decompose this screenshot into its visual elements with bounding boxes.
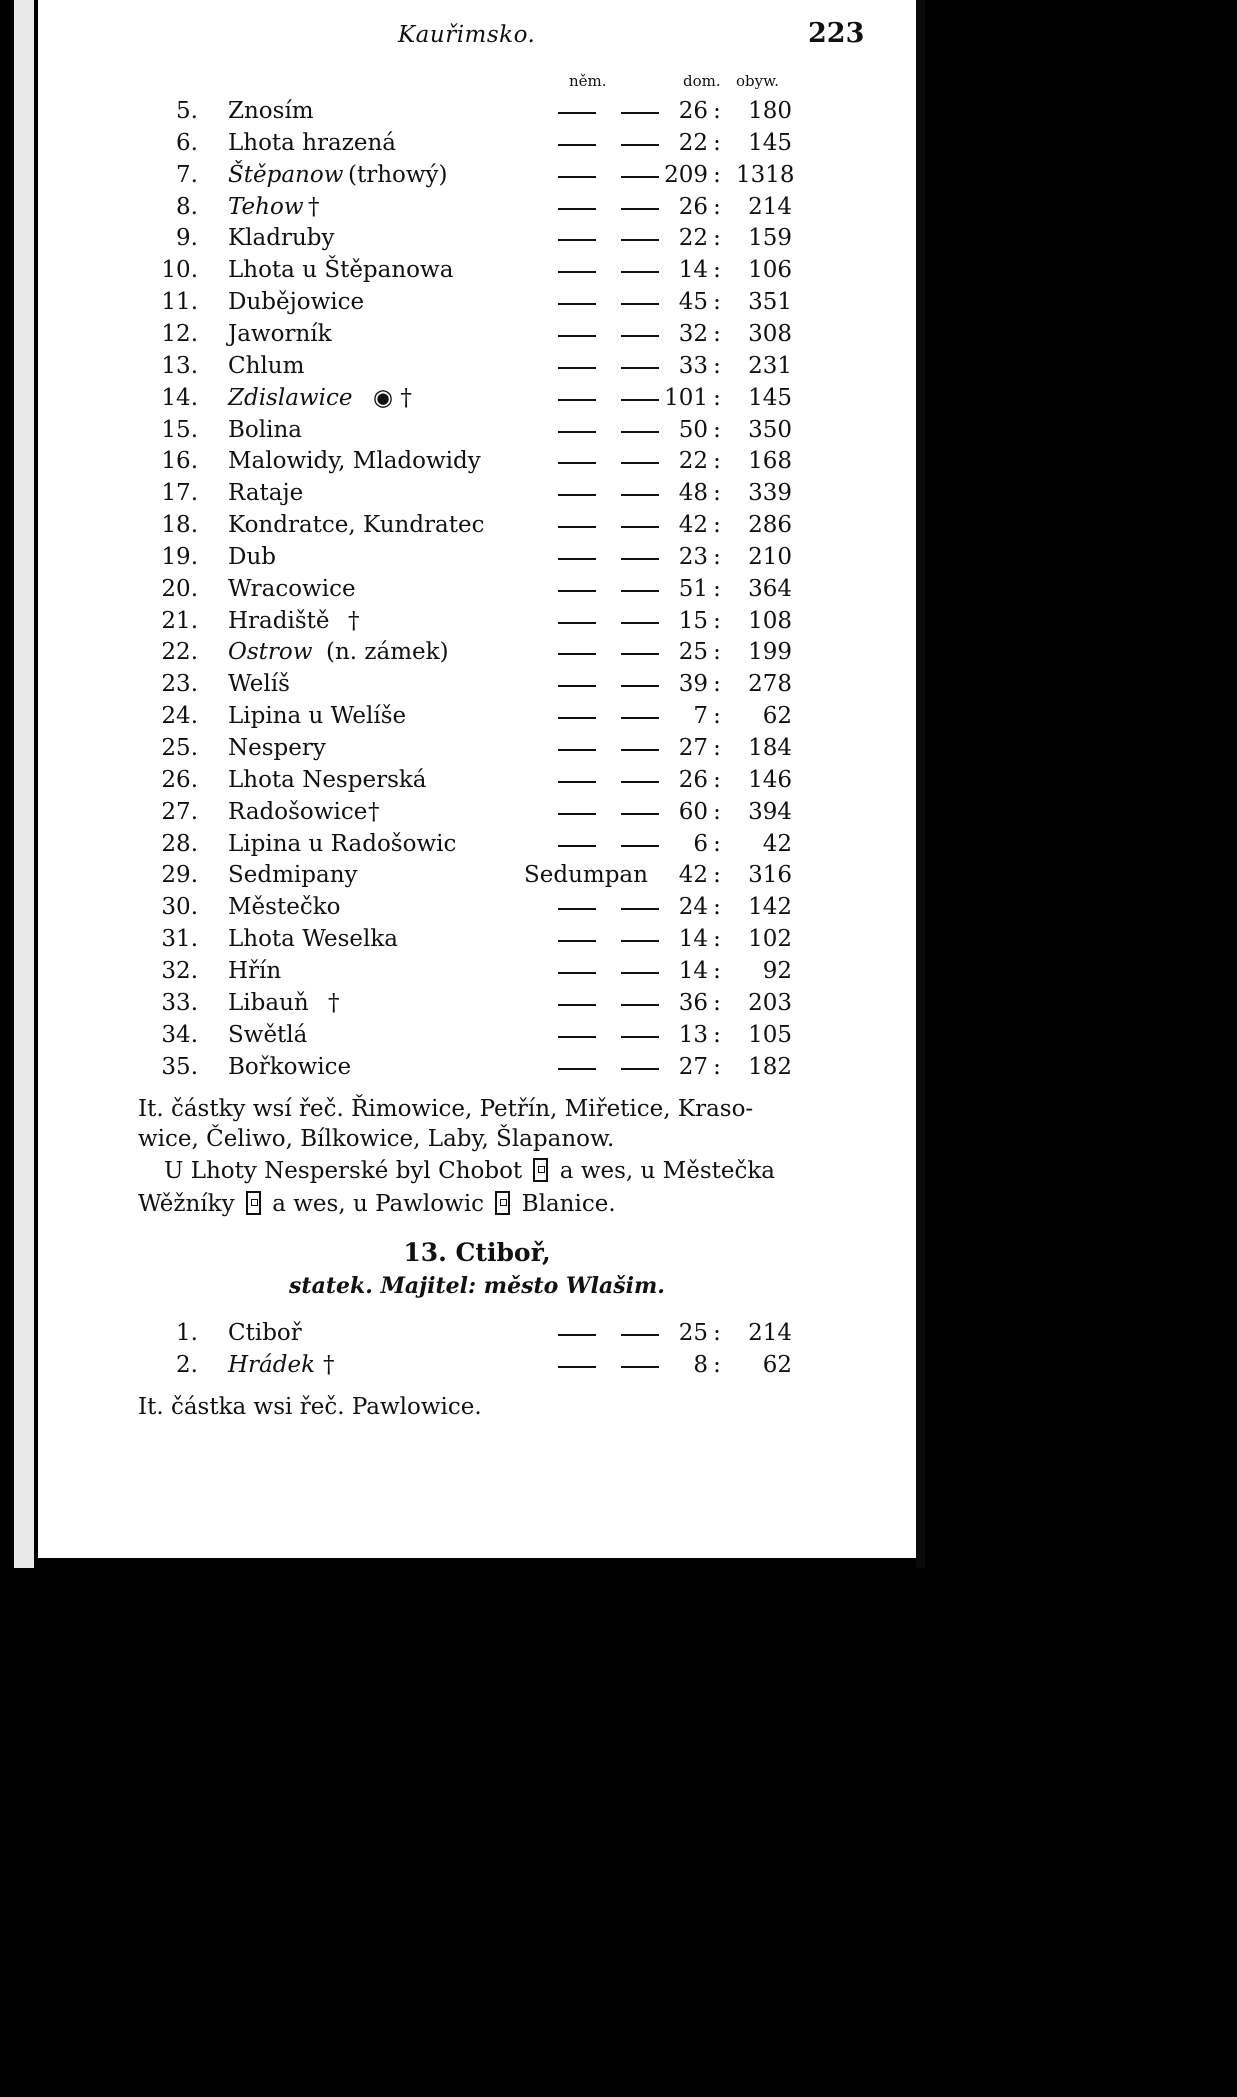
row-number: 2. bbox=[176, 1352, 198, 1378]
row-number: 32. bbox=[161, 957, 198, 984]
place-annotation: † bbox=[323, 1352, 335, 1378]
population-count: 42 bbox=[762, 830, 792, 857]
row-number: 5. bbox=[176, 98, 198, 124]
page-edge-left bbox=[14, 0, 34, 1568]
house-count: 27 bbox=[678, 1053, 708, 1080]
separator: : bbox=[713, 894, 721, 921]
note-line: Wěžníky a wes, u Pawlowic Blanice. bbox=[138, 1191, 616, 1217]
place-name: Tehow bbox=[228, 193, 304, 220]
castle-icon bbox=[533, 1158, 548, 1182]
population-count: 142 bbox=[748, 894, 792, 921]
row-number: 20. bbox=[161, 575, 198, 602]
table-row bbox=[38, 1051, 916, 1083]
german-name: Sedumpan bbox=[524, 862, 648, 889]
place-name: Městečko bbox=[228, 894, 341, 921]
separator: : bbox=[713, 575, 721, 602]
place-name: Kondratce, Kundratec bbox=[228, 512, 485, 539]
place-name: Sedmipany bbox=[228, 862, 358, 889]
separator: : bbox=[713, 798, 721, 825]
place-name: Lipina u Welíše bbox=[228, 703, 407, 730]
separator: : bbox=[713, 320, 721, 347]
population-count: 108 bbox=[748, 607, 792, 634]
row-number: 26. bbox=[161, 766, 198, 793]
population-count: 92 bbox=[762, 957, 792, 984]
row-number: 29. bbox=[161, 862, 198, 889]
column-header-obyw: obyw. bbox=[736, 72, 779, 90]
dash-mark bbox=[558, 399, 596, 401]
population-count: 106 bbox=[748, 257, 792, 284]
place-name: Štěpanow bbox=[228, 161, 344, 188]
house-count: 26 bbox=[678, 98, 708, 124]
population-count: 180 bbox=[748, 98, 792, 124]
place-name: Lhota Nesperská bbox=[228, 766, 427, 793]
dash-mark bbox=[558, 271, 596, 273]
row-number: 1. bbox=[176, 1320, 198, 1346]
population-count: 1318 bbox=[736, 161, 795, 188]
population-count: 203 bbox=[748, 989, 792, 1016]
place-name: Ostrow bbox=[228, 639, 313, 666]
table-row bbox=[38, 382, 916, 414]
dash-mark bbox=[558, 144, 596, 146]
dash-mark bbox=[558, 972, 596, 974]
castle-icon bbox=[495, 1191, 510, 1215]
place-annotation: † bbox=[308, 193, 320, 220]
table-row bbox=[38, 509, 916, 541]
population-count: 308 bbox=[748, 320, 792, 347]
place-name: Jaworník bbox=[228, 320, 332, 347]
house-count: 42 bbox=[678, 862, 708, 889]
dash-mark bbox=[558, 303, 596, 305]
place-name: Zdislawice bbox=[228, 384, 353, 411]
house-count: 7 bbox=[693, 703, 708, 730]
row-number: 28. bbox=[161, 830, 198, 857]
castle-icon bbox=[246, 1191, 261, 1215]
population-count: 210 bbox=[748, 543, 792, 570]
table-row bbox=[38, 764, 916, 796]
table-row bbox=[38, 1317, 916, 1349]
place-name: Welíš bbox=[228, 671, 290, 698]
separator: : bbox=[713, 257, 721, 284]
row-number: 34. bbox=[161, 1021, 198, 1048]
population-count: 394 bbox=[748, 798, 792, 825]
house-count: 50 bbox=[678, 416, 708, 443]
house-count: 24 bbox=[678, 894, 708, 921]
place-name: Kladruby bbox=[228, 225, 335, 252]
table-row bbox=[38, 605, 916, 637]
row-number: 25. bbox=[161, 735, 198, 761]
table-row bbox=[38, 923, 916, 955]
row-number: 33. bbox=[161, 989, 198, 1016]
row-number: 24. bbox=[161, 703, 198, 730]
column-header-nem: něm. bbox=[569, 72, 607, 90]
row-number: 7. bbox=[176, 161, 198, 188]
row-number: 35. bbox=[161, 1053, 198, 1080]
table-row bbox=[38, 668, 916, 700]
dash-mark bbox=[558, 1334, 596, 1336]
population-count: 62 bbox=[762, 1352, 792, 1378]
separator: : bbox=[713, 735, 721, 761]
dash-mark bbox=[558, 526, 596, 528]
separator: : bbox=[713, 480, 721, 507]
table-row bbox=[38, 1349, 916, 1381]
separator: : bbox=[713, 671, 721, 698]
place-annotation: (trhowý) bbox=[348, 161, 448, 188]
place-annotation: ◉ † bbox=[373, 384, 412, 411]
dash-mark bbox=[558, 494, 596, 496]
place-name: Lhota Weselka bbox=[228, 926, 398, 953]
population-count: 351 bbox=[748, 289, 792, 316]
place-name: Dub bbox=[228, 543, 276, 570]
note-line: wice, Čeliwo, Bílkowice, Laby, Šlapanow. bbox=[138, 1126, 615, 1152]
house-count: 32 bbox=[678, 320, 708, 347]
row-number: 14. bbox=[161, 384, 198, 411]
separator: : bbox=[713, 926, 721, 953]
house-count: 23 bbox=[678, 543, 708, 570]
place-name: Radošowice bbox=[228, 798, 368, 825]
place-name: Rataje bbox=[228, 480, 304, 507]
row-number: 21. bbox=[161, 607, 198, 634]
dash-mark bbox=[558, 1004, 596, 1006]
place-name: Bořkowice bbox=[228, 1053, 352, 1080]
house-count: 39 bbox=[678, 671, 708, 698]
house-count: 209 bbox=[664, 161, 708, 188]
table-row bbox=[38, 573, 916, 605]
dash-mark bbox=[558, 685, 596, 687]
place-name: Dubějowice bbox=[228, 289, 365, 316]
separator: : bbox=[713, 766, 721, 793]
row-number: 18. bbox=[161, 512, 198, 539]
separator: : bbox=[713, 1352, 721, 1378]
place-name: Swětlá bbox=[228, 1021, 308, 1048]
dash-mark bbox=[558, 1068, 596, 1070]
place-name: Znosím bbox=[228, 98, 314, 124]
place-name: Lipina u Radošowic bbox=[228, 830, 457, 857]
separator: : bbox=[713, 1053, 721, 1080]
population-count: 168 bbox=[748, 448, 792, 475]
population-count: 214 bbox=[748, 1320, 792, 1346]
table-row bbox=[38, 700, 916, 732]
dash-mark bbox=[558, 590, 596, 592]
row-number: 12. bbox=[161, 320, 198, 347]
house-count: 45 bbox=[678, 289, 708, 316]
row-number: 16. bbox=[161, 448, 198, 475]
page-number: 223 bbox=[808, 18, 865, 49]
book-page bbox=[38, 0, 916, 1558]
population-count: 350 bbox=[748, 416, 792, 443]
house-count: 26 bbox=[678, 193, 708, 220]
house-count: 25 bbox=[678, 1320, 708, 1346]
place-annotation: † bbox=[328, 989, 340, 1016]
house-count: 22 bbox=[678, 448, 708, 475]
separator: : bbox=[713, 416, 721, 443]
dash-mark bbox=[558, 940, 596, 942]
table-row bbox=[38, 445, 916, 477]
house-count: 14 bbox=[678, 257, 708, 284]
table-row bbox=[38, 636, 916, 668]
separator: : bbox=[713, 384, 721, 411]
population-count: 184 bbox=[748, 735, 792, 761]
house-count: 22 bbox=[678, 129, 708, 156]
place-name: Wracowice bbox=[228, 575, 356, 602]
table-row bbox=[38, 414, 916, 446]
house-count: 101 bbox=[664, 384, 708, 411]
dash-mark bbox=[558, 1036, 596, 1038]
population-count: 105 bbox=[748, 1021, 792, 1048]
row-number: 9. bbox=[176, 225, 198, 252]
section-title: 13. Ctiboř, bbox=[403, 1238, 551, 1267]
separator: : bbox=[713, 543, 721, 570]
dash-mark bbox=[558, 845, 596, 847]
table-row bbox=[38, 254, 916, 286]
row-number: 19. bbox=[161, 543, 198, 570]
separator: : bbox=[713, 862, 721, 889]
population-count: 159 bbox=[748, 225, 792, 252]
row-number: 23. bbox=[161, 671, 198, 698]
table-row bbox=[38, 891, 916, 923]
house-count: 36 bbox=[678, 989, 708, 1016]
separator: : bbox=[713, 448, 721, 475]
dash-mark bbox=[558, 749, 596, 751]
place-name: Nespery bbox=[228, 735, 326, 761]
house-count: 15 bbox=[678, 607, 708, 634]
house-count: 13 bbox=[678, 1021, 708, 1048]
population-count: 316 bbox=[748, 862, 792, 889]
table-row bbox=[38, 541, 916, 573]
place-name: Lhota hrazená bbox=[228, 129, 396, 156]
dash-mark bbox=[558, 653, 596, 655]
population-count: 214 bbox=[748, 193, 792, 220]
house-count: 25 bbox=[678, 639, 708, 666]
place-name: Chlum bbox=[228, 352, 305, 379]
population-count: 102 bbox=[748, 926, 792, 953]
dash-mark bbox=[558, 112, 596, 114]
place-name: Hrádek bbox=[228, 1352, 316, 1378]
row-number: 17. bbox=[161, 480, 198, 507]
separator: : bbox=[713, 1021, 721, 1048]
table-row bbox=[38, 318, 916, 350]
population-count: 145 bbox=[748, 384, 792, 411]
population-count: 339 bbox=[748, 480, 792, 507]
place-name: Malowidy, Mladowidy bbox=[228, 448, 481, 475]
row-number: 15. bbox=[161, 416, 198, 443]
row-number: 6. bbox=[176, 129, 198, 156]
dash-mark bbox=[558, 335, 596, 337]
table-row bbox=[38, 828, 916, 860]
table-row bbox=[38, 222, 916, 254]
population-count: 199 bbox=[748, 639, 792, 666]
dash-mark bbox=[558, 462, 596, 464]
dash-mark bbox=[558, 1366, 596, 1368]
place-name: Libauň bbox=[228, 989, 309, 1016]
running-header-title: Kauřimsko. bbox=[398, 22, 536, 48]
dash-mark bbox=[558, 813, 596, 815]
row-number: 30. bbox=[161, 894, 198, 921]
row-number: 10. bbox=[161, 257, 198, 284]
house-count: 51 bbox=[678, 575, 708, 602]
place-name: Hřín bbox=[228, 957, 282, 984]
separator: : bbox=[713, 607, 721, 634]
table-row bbox=[38, 1019, 916, 1051]
place-name: Lhota u Štěpanowa bbox=[228, 257, 454, 284]
house-count: 33 bbox=[678, 352, 708, 379]
separator: : bbox=[713, 289, 721, 316]
section-subtitle: statek. Majitel: město Wlašim. bbox=[289, 1273, 665, 1299]
separator: : bbox=[713, 957, 721, 984]
dash-mark bbox=[558, 239, 596, 241]
row-number: 11. bbox=[161, 289, 198, 316]
population-count: 286 bbox=[748, 512, 792, 539]
row-number: 22. bbox=[161, 639, 198, 666]
table-row bbox=[38, 350, 916, 382]
row-number: 13. bbox=[161, 352, 198, 379]
place-name: Bolina bbox=[228, 416, 302, 443]
dash-mark bbox=[558, 431, 596, 433]
dash-mark bbox=[558, 558, 596, 560]
separator: : bbox=[713, 352, 721, 379]
separator: : bbox=[713, 98, 721, 124]
dash-mark bbox=[558, 367, 596, 369]
place-annotation: † bbox=[348, 607, 360, 634]
note-line: It. částky wsí řeč. Řimowice, Petřín, Miřetice, Kraso- bbox=[138, 1096, 754, 1122]
table-row bbox=[38, 477, 916, 509]
dash-mark bbox=[558, 717, 596, 719]
table-row bbox=[38, 987, 916, 1019]
house-count: 60 bbox=[678, 798, 708, 825]
note-line: U Lhoty Nesperské byl Chobot a wes, u Městečka bbox=[164, 1158, 776, 1184]
table-row bbox=[38, 159, 916, 191]
house-count: 42 bbox=[678, 512, 708, 539]
separator: : bbox=[713, 129, 721, 156]
table-row bbox=[38, 859, 916, 891]
table-row bbox=[38, 95, 916, 127]
house-count: 26 bbox=[678, 766, 708, 793]
page-edge-right bbox=[916, 0, 925, 1568]
row-number: 31. bbox=[161, 926, 198, 953]
population-count: 62 bbox=[762, 703, 792, 730]
place-name: Ctiboř bbox=[228, 1320, 302, 1346]
table-row bbox=[38, 127, 916, 159]
separator: : bbox=[713, 161, 721, 188]
separator: : bbox=[713, 830, 721, 857]
population-count: 278 bbox=[748, 671, 792, 698]
house-count: 48 bbox=[678, 480, 708, 507]
house-count: 27 bbox=[678, 735, 708, 761]
dash-mark bbox=[558, 176, 596, 178]
dash-mark bbox=[558, 781, 596, 783]
dash-mark bbox=[558, 622, 596, 624]
footer-note: It. částka wsi řeč. Pawlowice. bbox=[138, 1394, 482, 1420]
place-annotation: (n. zámek) bbox=[326, 639, 449, 666]
separator: : bbox=[713, 703, 721, 730]
population-count: 145 bbox=[748, 129, 792, 156]
table-row bbox=[38, 191, 916, 223]
place-annotation: † bbox=[368, 798, 380, 825]
row-number: 27. bbox=[161, 798, 198, 825]
house-count: 14 bbox=[678, 926, 708, 953]
dash-mark bbox=[558, 208, 596, 210]
population-count: 146 bbox=[748, 766, 792, 793]
population-count: 231 bbox=[748, 352, 792, 379]
table-row bbox=[38, 732, 916, 764]
house-count: 14 bbox=[678, 957, 708, 984]
population-count: 182 bbox=[748, 1053, 792, 1080]
separator: : bbox=[713, 225, 721, 252]
column-header-dom: dom. bbox=[683, 72, 721, 90]
separator: : bbox=[713, 512, 721, 539]
house-count: 8 bbox=[693, 1352, 708, 1378]
table-row bbox=[38, 796, 916, 828]
dash-mark bbox=[558, 908, 596, 910]
separator: : bbox=[713, 989, 721, 1016]
house-count: 6 bbox=[693, 830, 708, 857]
separator: : bbox=[713, 639, 721, 666]
row-number: 8. bbox=[176, 193, 198, 220]
house-count: 22 bbox=[678, 225, 708, 252]
table-row bbox=[38, 955, 916, 987]
table-row bbox=[38, 286, 916, 318]
separator: : bbox=[713, 193, 721, 220]
place-name: Hradiště bbox=[228, 607, 330, 634]
separator: : bbox=[713, 1320, 721, 1346]
population-count: 364 bbox=[748, 575, 792, 602]
